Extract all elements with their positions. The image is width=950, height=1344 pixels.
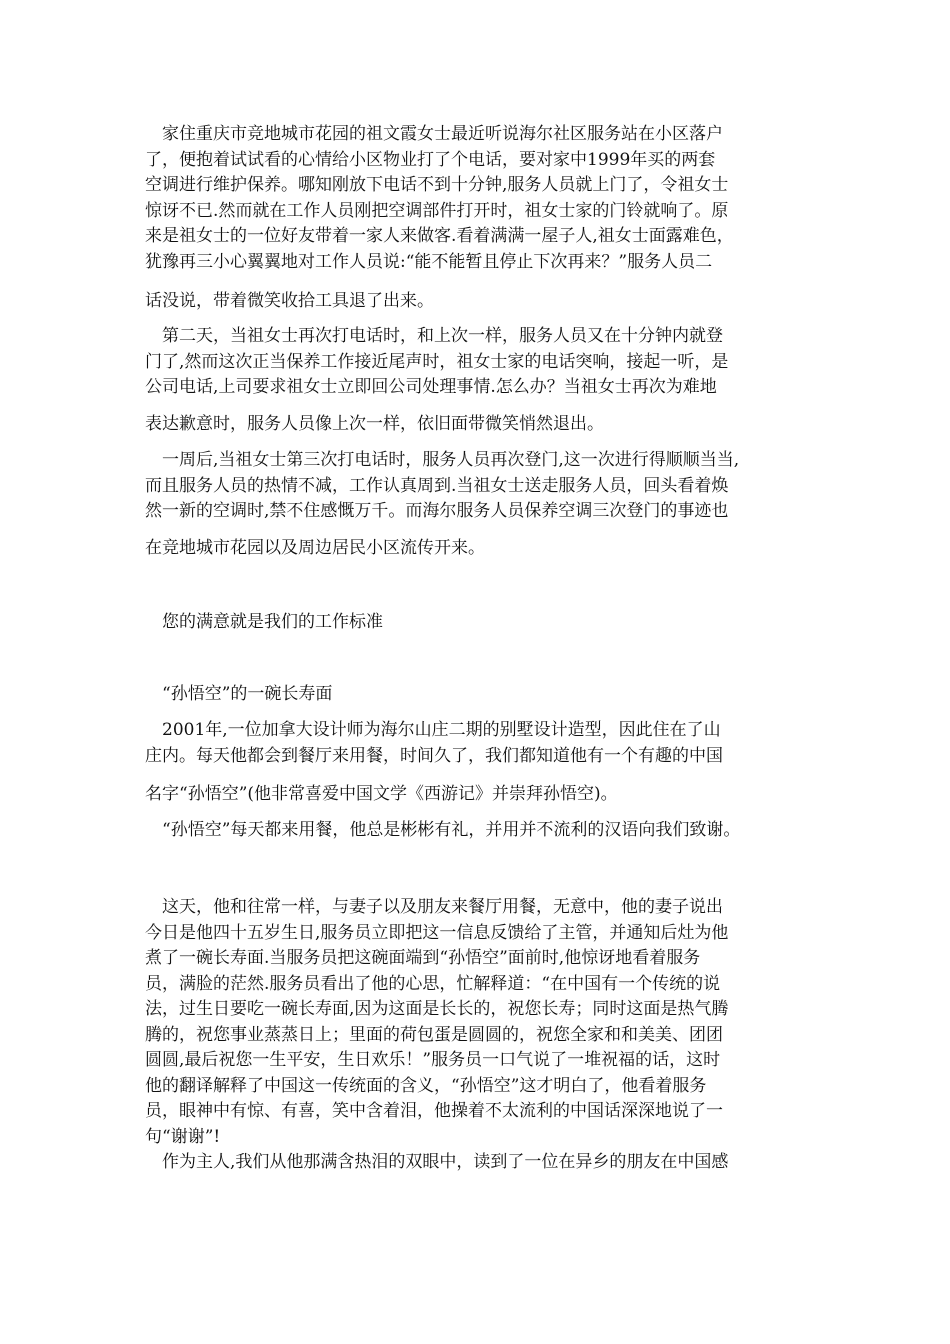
text-line: 您的满意就是我们的工作标准	[145, 612, 383, 632]
text-line: 今日是他四十五岁生日,服务员立即把这一信息反馈给了主管，并通知后灶为他	[145, 922, 729, 943]
text-line: 了，便抱着试试看的心情给小区物业打了个电话，要对家中1999年买的两套	[145, 149, 716, 170]
paragraph-9	[145, 818, 825, 844]
text-line: 第二天，当祖女士再次打电话时，和上次一样，服务人员又在十分钟内就登	[145, 326, 723, 346]
text-line: 门了,然而这次正当保养工作接近尾声时，祖女士家的电话突响，接起一听，是	[145, 351, 729, 372]
text-line: “孙悟空”每天都来用餐，他总是彬彬有礼，并用并不流利的汉语向我们致谢。	[145, 820, 741, 840]
text-line: 而且服务人员的热情不减，工作认真周到.当祖女士送走服务人员，回头看着焕	[145, 475, 729, 496]
text-line: 煮了一碗长寿面.当服务员把这碗面端到“孙悟空”面前时,他惊讶地看着服务	[145, 948, 701, 968]
text-line: 法，过生日要吃一碗长寿面,因为这面是长长的，祝您长寿；同时这面是热气腾	[145, 999, 729, 1019]
story-title	[145, 682, 825, 708]
text-line: 犹豫再三小心翼翼地对工作人员说:“能不能暂且停止下次再来？”服务人员二	[145, 251, 713, 272]
paragraph-4	[145, 412, 825, 438]
text-line: 在竞地城市花园以及周边居民小区流传开来。	[145, 538, 485, 558]
text-line: 作为主人,我们从他那满含热泪的双眼中，读到了一位在异乡的朋友在中国感	[145, 1152, 729, 1172]
paragraph-10	[145, 895, 825, 1176]
paragraph-7	[145, 718, 825, 769]
text-line: 惊讶不已.然而就在工作人员刚把空调部件打开时，祖女士家的门铃就响了。原	[145, 200, 729, 221]
text-line: 然一新的空调时,禁不住感慨万千。而海尔服务人员保养空调三次登门的事迹也	[145, 501, 729, 521]
text-line: 名字“孙悟空”(他非常喜爱中国文学《西游记》并崇拜孙悟空)。	[145, 784, 618, 804]
text-line: 句“谢谢”!	[145, 1126, 221, 1147]
text-line: 公司电话,上司要求祖女士立即回公司处理事情.怎么办？当祖女士再次为难地	[145, 377, 717, 397]
text-line: 表达歉意时，服务人员像上次一样，依旧面带微笑悄然退出。	[145, 414, 604, 434]
paragraph-8	[145, 782, 825, 808]
text-line: 圆圆,最后祝您一生平安，生日欢乐！”服务员一口气说了一堆祝福的话，这时	[145, 1050, 721, 1070]
text-line: 腾的，祝您事业蒸蒸日上；里面的荷包蛋是圆圆的，祝您全家和和美美、团团	[145, 1024, 723, 1045]
text-line: 他的翻译解释了中国这一传统面的含义，“孙悟空”这才明白了，他看着服务	[145, 1075, 707, 1096]
paragraph-5	[145, 448, 825, 525]
text-line: 来是祖女士的一位好友带着一家人来做客.看着满满一屋子人,祖女士面露难色，	[145, 226, 734, 246]
text-line: 空调进行维护保养。哪知刚放下电话不到十分钟,服务人员就上门了，令祖女士	[145, 175, 729, 195]
text-line: 员，满脸的茫然.服务员看出了他的心思，忙解释道：“在中国有一个传统的说	[145, 973, 721, 994]
paragraph-2	[145, 289, 825, 315]
text-line: 家住重庆市竞地城市花园的祖文霞女士最近听说海尔社区服务站在小区落户	[145, 124, 723, 144]
text-line: 一周后,当祖女士第三次打电话时，服务人员再次登门,这一次进行得顺顺当当,	[145, 450, 740, 470]
section-heading	[145, 610, 825, 636]
text-line: 员，眼神中有惊、有喜，笑中含着泪，他操着不太流利的中国话深深地说了一	[145, 1101, 723, 1121]
paragraph-6	[145, 536, 825, 562]
text-line: 这天，他和往常一样，与妻子以及朋友来餐厅用餐，无意中，他的妻子说出	[145, 897, 723, 917]
text-line: 庄内。每天他都会到餐厅来用餐，时间久了，我们都知道他有一个有趣的中国	[145, 745, 723, 766]
text-line: 话没说，带着微笑收拾工具退了出来。	[145, 291, 434, 311]
text-line: “孙悟空”的一碗长寿面	[145, 684, 333, 704]
paragraph-3	[145, 324, 825, 401]
text-line: 2001年,一位加拿大设计师为海尔山庄二期的别墅设计造型，因此住在了山	[145, 720, 721, 740]
paragraph-1	[145, 122, 825, 275]
